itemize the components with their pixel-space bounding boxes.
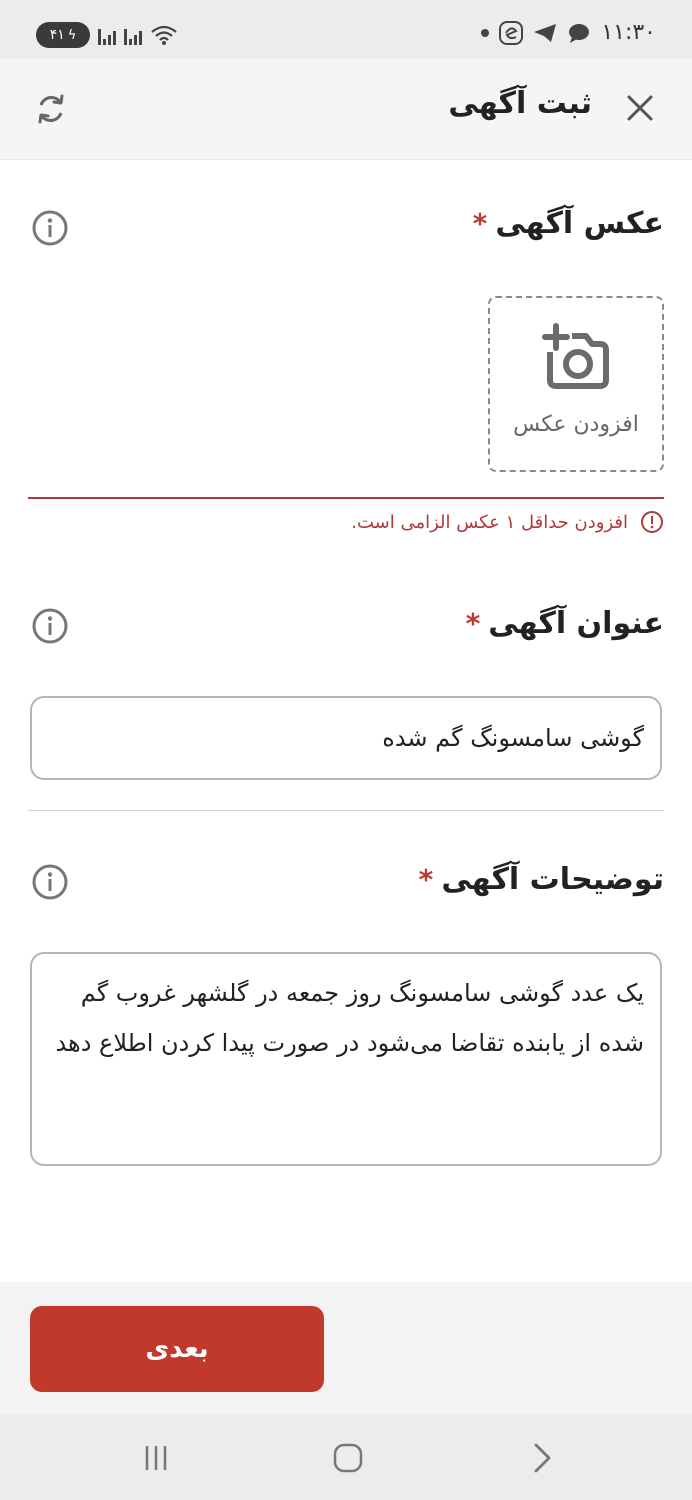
- system-nav-bar: [0, 1414, 692, 1500]
- title-label-text: عنوان آگهی: [488, 606, 664, 641]
- required-mark: *: [465, 607, 481, 640]
- back-button[interactable]: [520, 1436, 564, 1480]
- signal-icon-2: [124, 25, 142, 45]
- chat-icon: [567, 22, 591, 44]
- battery-level: ۴۱: [49, 27, 65, 43]
- photo-label-text: عکس آگهی: [495, 206, 664, 241]
- recent-apps-button[interactable]: [134, 1436, 178, 1480]
- title-section-label: [466, 606, 664, 641]
- description-input-value: یک عدد گوشی سامسونگ روز جمعه در گلشهر غروب گم شده از یابنده تقاضا می‌شود در صورت پیدا کردن اطلاع دهد: [55, 979, 644, 1057]
- back-arrow-icon: [530, 1442, 554, 1474]
- next-button[interactable]: [30, 1306, 324, 1392]
- wifi-icon: [150, 24, 178, 46]
- charging-icon: ϟ: [67, 27, 77, 43]
- description-input[interactable]: [30, 952, 662, 1166]
- telegram-icon: [533, 22, 557, 44]
- info-icon[interactable]: [30, 208, 70, 248]
- close-icon: [627, 95, 653, 121]
- section-divider: [28, 810, 664, 811]
- photo-section-label: [473, 206, 664, 241]
- signal-icon: [98, 25, 116, 45]
- status-time: ۱۱:۳۰: [601, 20, 656, 45]
- photo-error: [351, 510, 664, 534]
- close-button[interactable]: [620, 88, 660, 128]
- info-icon[interactable]: [30, 606, 70, 646]
- page-title: ثبت آگهی: [448, 86, 592, 121]
- title-input[interactable]: [30, 696, 662, 780]
- required-mark: *: [472, 207, 488, 240]
- error-icon: [640, 510, 664, 534]
- add-photo-button[interactable]: [488, 296, 664, 472]
- description-label-text: توضیحات آگهی: [441, 862, 664, 897]
- app-notification-icon: [499, 21, 523, 45]
- notification-dot: [481, 29, 489, 37]
- refresh-icon: [33, 91, 69, 127]
- refresh-button[interactable]: [30, 88, 72, 130]
- recent-apps-icon: [141, 1443, 171, 1473]
- description-section-label: [419, 862, 664, 897]
- app-bar: [0, 58, 692, 160]
- home-icon: [332, 1442, 364, 1474]
- info-icon[interactable]: [30, 862, 70, 902]
- battery-indicator: [36, 22, 90, 48]
- error-divider: [28, 497, 664, 499]
- title-input-value: گوشی سامسونگ گم شده: [382, 724, 644, 752]
- add-photo-icon: [538, 322, 614, 392]
- next-button-label: بعدی: [145, 1334, 209, 1364]
- status-right: [481, 20, 656, 45]
- add-photo-label: افزودن عکس: [513, 412, 639, 437]
- photo-error-text: افزودن حداقل ۱ عکس الزامی است.: [351, 511, 628, 533]
- bottom-action-bar: [0, 1282, 692, 1414]
- status-left: [36, 22, 178, 48]
- status-bar: [0, 0, 692, 58]
- required-mark: *: [418, 863, 434, 896]
- home-button[interactable]: [326, 1436, 370, 1480]
